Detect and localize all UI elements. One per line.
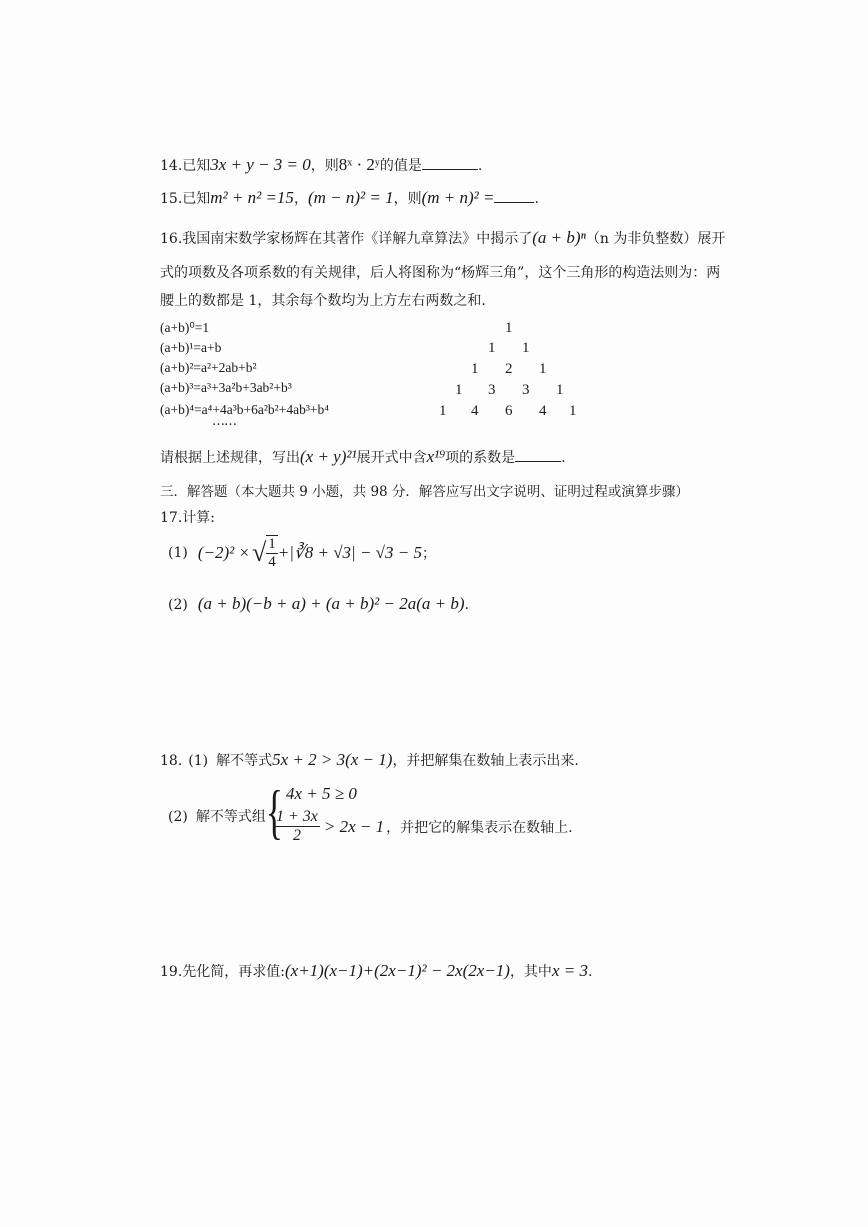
q14-tail: 的值是 bbox=[379, 158, 422, 174]
q16-question-end: . bbox=[561, 450, 566, 466]
q18-system-line-1: 4x + 5 ≥ 0 bbox=[286, 784, 357, 803]
sqrt-sign-icon: √ bbox=[251, 538, 267, 567]
triangle-row3-3: 1 bbox=[556, 382, 564, 398]
q18-system-line-2-tail: > 2x − 1 bbox=[323, 816, 385, 836]
q18-p2-text: 解不等式组 bbox=[195, 809, 266, 825]
question-19 bbox=[160, 961, 592, 981]
triangle-row3-0: 1 bbox=[455, 382, 463, 398]
q19-mid: ，其中 bbox=[509, 964, 552, 980]
q16-question-term: x¹⁹ bbox=[426, 447, 446, 466]
q18-p1-expr: 5x + 2 > 3(x − 1) bbox=[272, 750, 393, 769]
q18-p1-tail: ，并把解集在数轴上表示出来. bbox=[392, 753, 579, 769]
question-16-line-1 bbox=[160, 228, 725, 248]
q16-binomial: (a + b)ⁿ bbox=[532, 228, 586, 247]
q18-part-1 bbox=[160, 750, 579, 770]
q18-system-fraction bbox=[274, 808, 320, 845]
q17-p1-label: (1) bbox=[168, 545, 188, 561]
left-brace-icon: { bbox=[265, 779, 284, 845]
q18-system-fraction-den: 2 bbox=[292, 827, 301, 844]
q17-p1-fraction bbox=[266, 535, 278, 571]
q15-equation-2: (m − n)² = 1 bbox=[307, 188, 394, 207]
q18-p2-label: (2) bbox=[168, 809, 188, 825]
q17-p1-expr-b: +|∛8 + √3| − √3 − 5 bbox=[277, 543, 422, 562]
q19-end: . bbox=[587, 964, 593, 980]
expansion-1: (a+b)¹=a+b bbox=[160, 340, 222, 355]
triangle-row2-2: 1 bbox=[539, 361, 547, 377]
q16-question-binomial: (x + y)²¹ bbox=[300, 447, 357, 466]
q15-end: . bbox=[534, 191, 539, 207]
q17-part-1 bbox=[168, 535, 436, 571]
triangle-row4-3: 4 bbox=[539, 403, 547, 419]
q17-p2-label: (2) bbox=[168, 597, 188, 613]
q16-line-3: 腰上的数都是 1，其余每个数均为上方左右两数之和. bbox=[160, 293, 486, 309]
q14-answer-blank[interactable] bbox=[422, 155, 478, 170]
triangle-row4-2: 6 bbox=[505, 403, 513, 419]
q14-mid: ，则 bbox=[310, 158, 339, 174]
triangle-row0-0: 1 bbox=[505, 320, 513, 336]
q17-p2-expr: (a + b)(−b + a) + (a + b)² − 2a(a + b) bbox=[197, 594, 465, 613]
q19-label: 19.先化简，再求值: bbox=[160, 964, 285, 980]
q17-p1-fraction-den: 4 bbox=[268, 554, 276, 570]
q14-equation: 3x + y − 3 = 0 bbox=[210, 155, 311, 174]
triangle-row4-0: 1 bbox=[439, 403, 447, 419]
expansion-3: (a+b)³=a³+3a²b+3ab²+b³ bbox=[160, 380, 292, 395]
q17-p2-end: . bbox=[464, 597, 469, 613]
q18-label: 18. bbox=[160, 753, 183, 769]
triangle-row2-0: 1 bbox=[471, 361, 479, 377]
q15-sep-2: ，则 bbox=[393, 191, 422, 207]
q15-sep-1: ， bbox=[293, 191, 308, 207]
q16-text-b: （n 为非负整数）展开 bbox=[585, 231, 726, 247]
expansion-4: (a+b)⁴=a⁴+4a³b+6a²b²+4ab³+b⁴ bbox=[160, 402, 329, 417]
triangle-row4-1: 4 bbox=[471, 403, 479, 419]
q16-question-text-c: 项的系数是 bbox=[445, 450, 516, 466]
q16-question-text-a: 请根据上述规律，写出 bbox=[160, 450, 300, 466]
triangle-row1-0: 1 bbox=[488, 340, 496, 356]
section-3-title: 三．解答题（本大题共 9 小题，共 98 分．解答应写出文字说明、证明过程或演算步骤） bbox=[160, 484, 689, 500]
q17-p1-fraction-num: 1 bbox=[268, 536, 276, 552]
q14-label: 14.已知 bbox=[160, 158, 211, 174]
triangle-row1-1: 1 bbox=[522, 340, 530, 356]
q16-question-text-b: 展开式中含 bbox=[356, 450, 427, 466]
triangle-row3-1: 3 bbox=[488, 382, 496, 398]
q14-end: . bbox=[477, 158, 483, 174]
expansion-ellipsis: …… bbox=[212, 414, 236, 429]
expansion-0: (a+b)⁰=1 bbox=[160, 320, 210, 335]
q16-question bbox=[160, 447, 566, 467]
q19-condition: x = 3 bbox=[551, 961, 588, 980]
q18-system-line-2 bbox=[274, 808, 573, 845]
q15-equation-3: (m + n)² = bbox=[421, 188, 495, 207]
q18-p2-label-wrap bbox=[168, 806, 266, 826]
q18-p1-label: (1) bbox=[188, 753, 209, 769]
q17-p1-expr-a: (−2)² × bbox=[197, 543, 250, 562]
q16-answer-blank[interactable] bbox=[515, 447, 561, 462]
q15-label: 15.已知 bbox=[160, 191, 211, 207]
q18-system-fraction-num: 1 + 3x bbox=[276, 808, 318, 825]
q17-p1-end: ； bbox=[421, 546, 436, 562]
question-14 bbox=[160, 155, 482, 175]
expansion-2: (a+b)²=a²+2ab+b² bbox=[160, 360, 257, 375]
question-15 bbox=[160, 188, 539, 208]
q19-expr: (x+1)(x−1)+(2x−1)² − 2x(2x−1) bbox=[284, 961, 510, 980]
q18-p2-tail: ，并把它的解集表示在数轴上. bbox=[386, 819, 573, 836]
triangle-row4-4: 1 bbox=[569, 403, 577, 419]
triangle-row3-2: 3 bbox=[522, 382, 530, 398]
q15-equation-1: m² + n² =15 bbox=[210, 188, 294, 207]
q18-p1-text: 解不等式 bbox=[216, 753, 273, 769]
q17-part-2 bbox=[168, 594, 469, 614]
q16-text-a: 16.我国南宋数学家杨辉在其著作《详解九章算法》中揭示了 bbox=[160, 231, 533, 247]
triangle-row2-1: 2 bbox=[505, 361, 513, 377]
q16-line-2: 式的项数及各项系数的有关规律，后人将图称为“杨辉三角”，这个三角形的构造法则为：两 bbox=[160, 265, 721, 281]
q17-label: 17.计算: bbox=[160, 510, 215, 526]
q14-expression: 8ˣ · 2ʸ bbox=[338, 155, 380, 174]
q15-answer-blank[interactable] bbox=[494, 188, 534, 203]
